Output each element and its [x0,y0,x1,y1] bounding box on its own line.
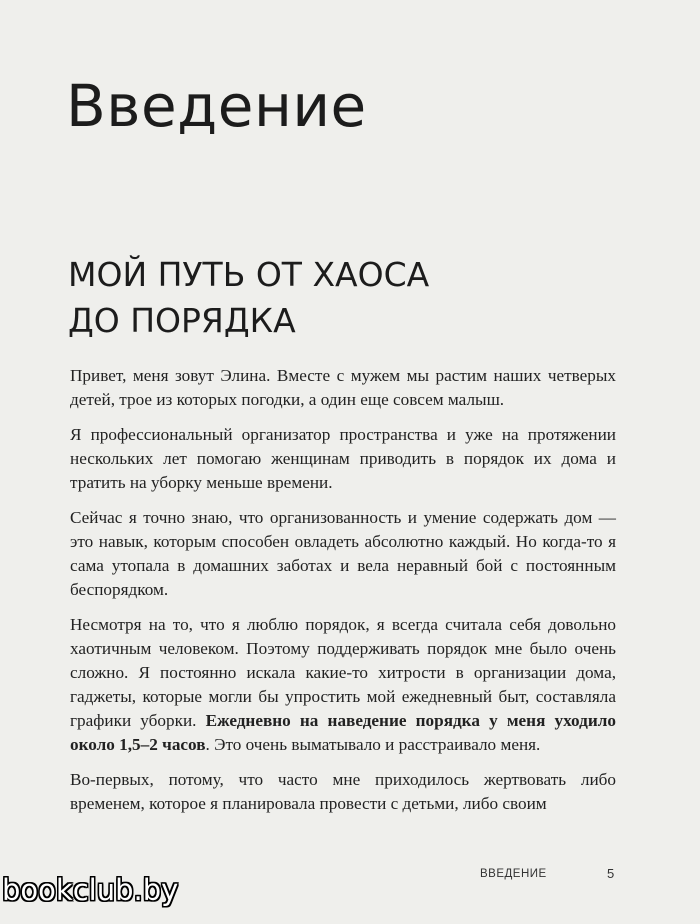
paragraph-1: Привет, меня зовут Элина. Вместе с мужем мы растим наших четверых детей, трое из которых погодки, а один еще совсем малыш. [70,366,616,409]
paragraph-5: Во-первых, потому, что часто мне приходилось жертвовать либо временем, которое я планировала провести с детьми, либо своим [70,770,616,813]
section-title [68,252,429,344]
running-footer-section: ВВЕДЕНИЕ [480,868,547,880]
section-title-line-1: МОЙ ПУТЬ ОТ ХАОСА [68,255,430,294]
paragraph-4-end: . Это очень выматывало и расстраивало меня. [205,735,541,754]
paragraph-4-start: Несмотря на то, что я люблю порядок, я всегда считала себя довольно хаотичным человеком. Поэтому поддерживать порядок мне было очень сложно. Я постоянно искала какие-то хитрости в организации дома, гаджеты, которые могли бы упростить мой ежедневный быт, составляла графики уборки. [70,615,616,730]
paragraph-3: Сейчас я точно знаю, что организованность и умение содержать дом — это навык, которым способен овладеть абсолютно каждый. Но когда-то я сама утопала в домашних заботах и вела неравный бой с постоянным беспорядком. [70,508,616,599]
section-title-line-2: ДО ПОРЯДКА [68,301,296,340]
paragraph-4-bold: Ежедневно на наведение порядка у меня уходило около 1,5–2 часов [70,711,616,754]
paragraph-2: Я профессиональный организатор пространства и уже на протяжении нескольких лет помогаю женщинам приводить в порядок их дома и тратить на уборку меньше времени. [70,425,616,492]
chapter-title: Введение [66,72,367,140]
page-number: 5 [607,866,615,881]
watermark-logo: bookclub.by [2,873,179,907]
body-text [70,364,616,827]
paragraph-4 [70,613,616,757]
